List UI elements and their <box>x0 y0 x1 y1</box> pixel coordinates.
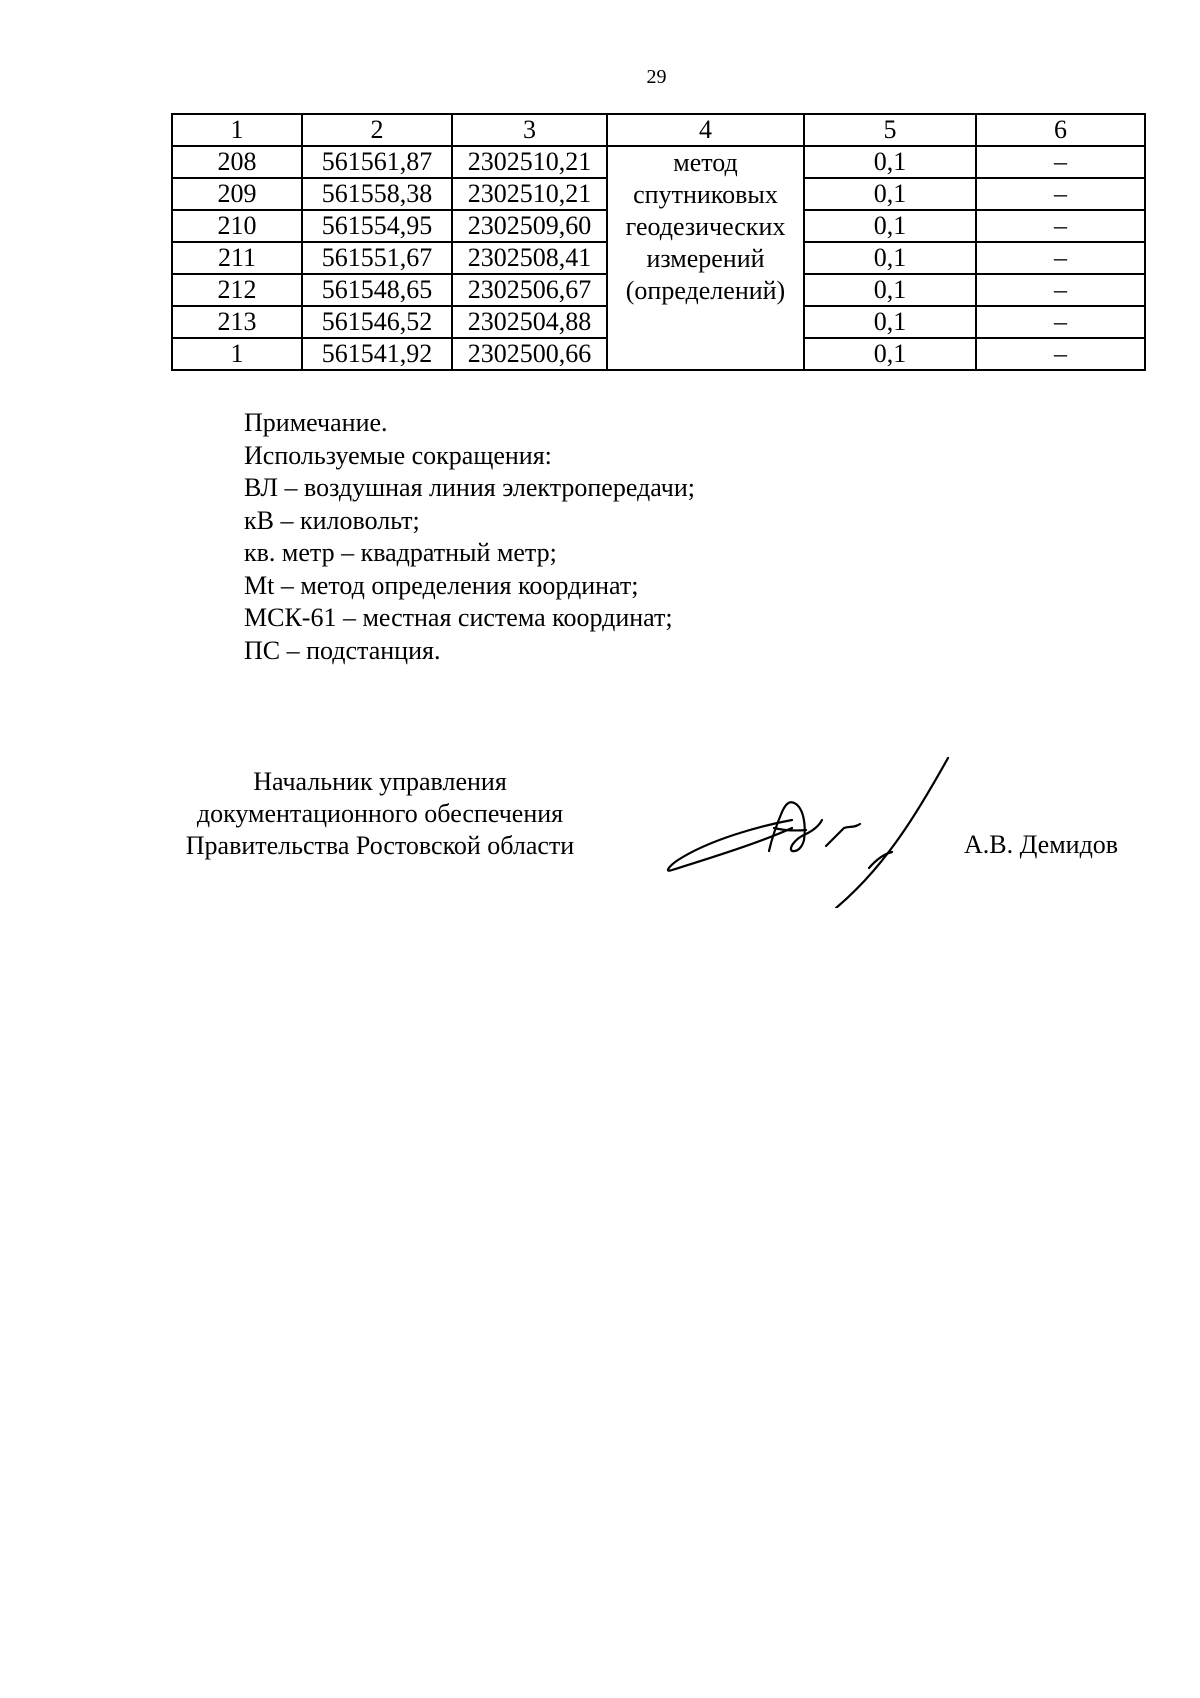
x-coordinate-cell: 561551,67 <box>302 242 452 274</box>
column-header: 3 <box>452 114 607 146</box>
y-coordinate-cell: 2302510,21 <box>452 178 607 210</box>
accuracy-cell: 0,1 <box>804 338 976 370</box>
accuracy-cell: 0,1 <box>804 274 976 306</box>
x-coordinate-cell: 561561,87 <box>302 146 452 178</box>
y-coordinate-cell: 2302504,88 <box>452 306 607 338</box>
signer-position-line: документационного обеспечения <box>196 799 564 828</box>
y-coordinate-cell: 2302510,21 <box>452 146 607 178</box>
extra-cell: – <box>976 338 1145 370</box>
x-coordinate-cell: 561558,38 <box>302 178 452 210</box>
point-number-cell: 208 <box>172 146 302 178</box>
y-coordinate-cell: 2302509,60 <box>452 210 607 242</box>
column-header: 4 <box>607 114 804 146</box>
column-header: 6 <box>976 114 1145 146</box>
signer-position-line: Начальник управления <box>253 767 507 796</box>
note-line: Mt – метод определения координат; <box>244 570 639 600</box>
accuracy-cell: 0,1 <box>804 146 976 178</box>
column-header: 1 <box>172 114 302 146</box>
point-number-cell: 209 <box>172 178 302 210</box>
note-line: ВЛ – воздушная линия электропередачи; <box>244 473 695 502</box>
note-line: МСК-61 – местная система координат; <box>244 603 673 632</box>
method-text-line: (определений) <box>625 276 786 305</box>
table-header-row <box>172 114 1145 146</box>
column-header: 2 <box>302 114 452 146</box>
x-coordinate-cell: 561548,65 <box>302 274 452 306</box>
accuracy-cell: 0,1 <box>804 210 976 242</box>
extra-cell: – <box>976 146 1145 178</box>
coordinates-table <box>171 113 1146 371</box>
method-text-line: спутниковых <box>633 180 778 209</box>
note-line: кв. метр – квадратный метр; <box>244 538 557 567</box>
extra-cell: – <box>976 178 1145 210</box>
accuracy-cell: 0,1 <box>804 178 976 210</box>
y-coordinate-cell: 2302500,66 <box>452 338 607 370</box>
x-coordinate-cell: 561541,92 <box>302 338 452 370</box>
extra-cell: – <box>976 274 1145 306</box>
signer-name: А.В. Демидов <box>964 830 1119 859</box>
method-text-line: геодезических <box>625 212 786 241</box>
y-coordinate-cell: 2302506,67 <box>452 274 607 306</box>
extra-cell: – <box>976 210 1145 242</box>
point-number-cell: 211 <box>172 242 302 274</box>
method-text-line: метод <box>673 148 738 177</box>
note-line: Используемые сокращения: <box>244 440 552 470</box>
x-coordinate-cell: 561554,95 <box>302 210 452 242</box>
accuracy-cell: 0,1 <box>804 242 976 274</box>
point-number-cell: 1 <box>172 338 302 370</box>
page-number: 29 <box>646 66 667 88</box>
point-number-cell: 210 <box>172 210 302 242</box>
note-line: ПС – подстанция. <box>244 635 441 665</box>
accuracy-cell: 0,1 <box>804 306 976 338</box>
note-line: кВ – киловольт; <box>244 505 420 535</box>
point-number-cell: 213 <box>172 306 302 338</box>
method-cell <box>607 146 804 370</box>
signer-position-line: Правительства Ростовской области <box>185 831 575 860</box>
handwritten-signature <box>664 748 964 908</box>
notes-title: Примечание. <box>244 408 388 437</box>
extra-cell: – <box>976 306 1145 338</box>
y-coordinate-cell: 2302508,41 <box>452 242 607 274</box>
column-header: 5 <box>804 114 976 146</box>
signer-position <box>160 766 600 862</box>
x-coordinate-cell: 561546,52 <box>302 306 452 338</box>
point-number-cell: 212 <box>172 274 302 306</box>
notes-section <box>244 407 695 667</box>
extra-cell: – <box>976 242 1145 274</box>
method-text-line: измерений <box>646 244 765 273</box>
table-row <box>172 146 1145 178</box>
